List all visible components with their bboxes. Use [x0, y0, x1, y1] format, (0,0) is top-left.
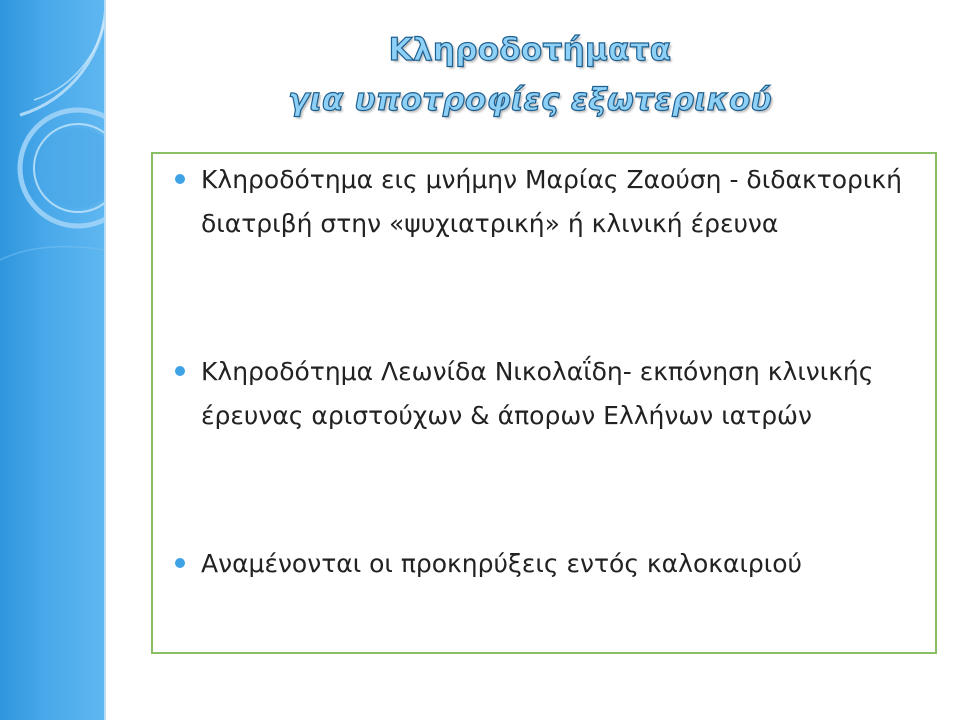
- bullet-dot-icon: [175, 558, 185, 568]
- bullet-dot-icon: [175, 366, 185, 376]
- bullet-text: Αναμένονται οι προκηρύξεις εντός καλοκαιριού: [201, 549, 803, 578]
- sidebar-edge: [104, 0, 106, 720]
- bullet-item: [175, 542, 915, 586]
- bullet-text: Κληροδότημα Λεωνίδα Νικολαΐδη- εκπόνηση κλινικής έρευνας αριστούχων & άπορων Ελλήνων ιατρών: [201, 357, 874, 430]
- content-box: [151, 152, 937, 654]
- slide-title-line-1: Κληροδοτήματα: [388, 32, 672, 68]
- bullet-item: [175, 158, 915, 246]
- decorative-sidebar: [0, 0, 106, 720]
- decorative-circles: [0, 0, 106, 720]
- slide-title-line-2: για υποτροφίες εξωτερικού: [288, 82, 772, 118]
- bullet-text: Κληροδότημα εις μνήμην Μαρίας Ζαούση - διδακτορική διατριβή στην «ψυχιατρική» ή κλινική έρευνα: [201, 165, 902, 238]
- bullet-dot-icon: [175, 174, 185, 184]
- bullet-item: [175, 350, 915, 438]
